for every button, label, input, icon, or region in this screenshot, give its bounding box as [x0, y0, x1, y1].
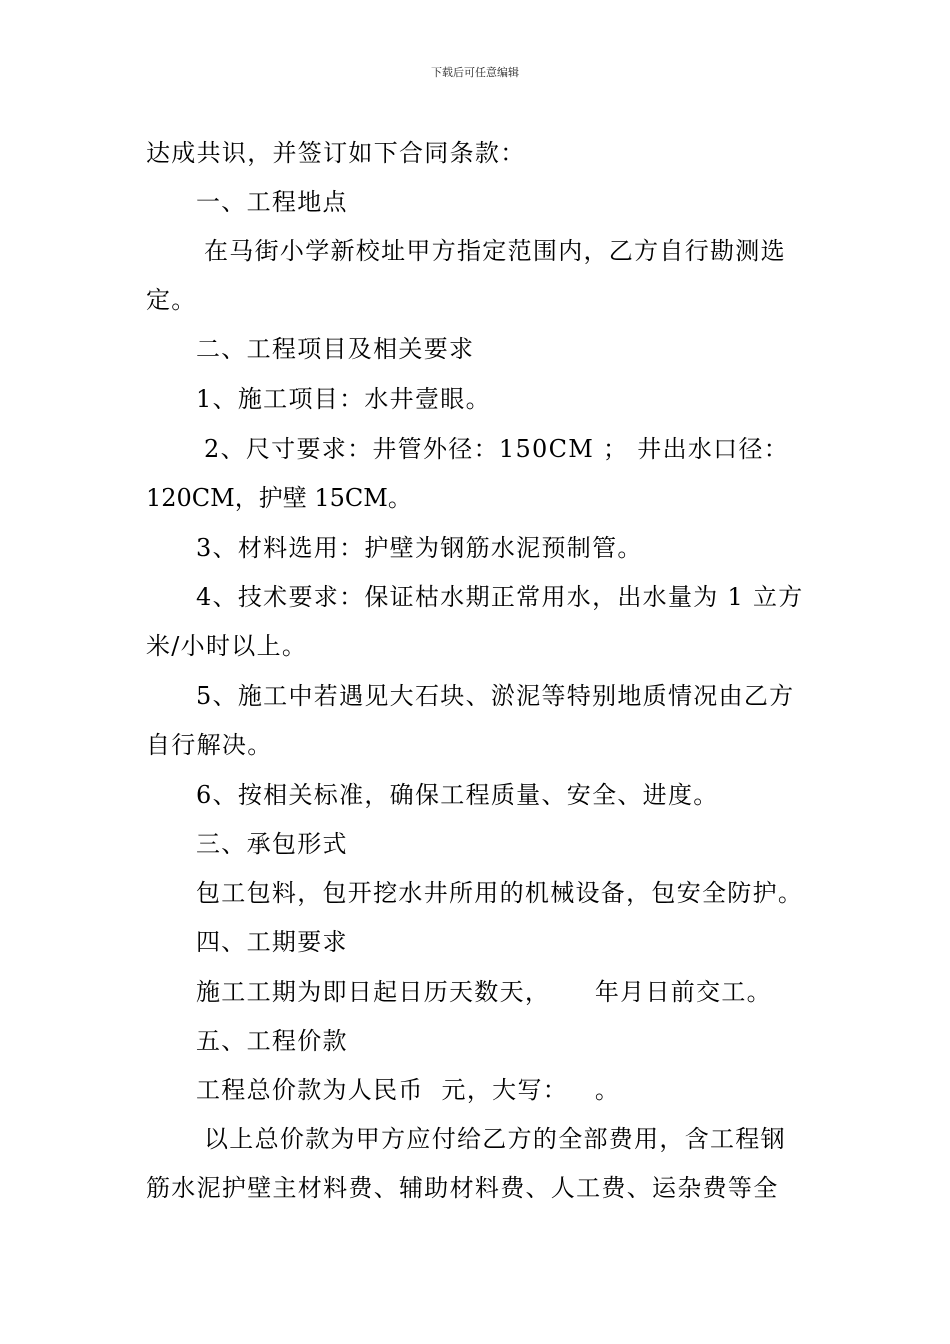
text-line: 自行解决。 — [146, 731, 273, 759]
text-line: 以上总价款为甲方应付给乙方的全部费用，含工程钢 — [204, 1125, 786, 1153]
page-header: 下载后可任意编辑 — [431, 66, 519, 79]
text-line: 筋水泥护壁主材料费、辅助材料费、人工费、运杂费等全 — [146, 1174, 779, 1202]
text-line: 工程总价款为人民币 元，大写： 。 — [196, 1076, 621, 1104]
text-line: 120CM，护壁 15CM。 — [146, 484, 412, 512]
section-heading: 二、工程项目及相关要求 — [196, 335, 475, 363]
list-item: 3、材料选用：护壁为钢筋水泥预制管。 — [196, 534, 643, 562]
list-item: 5、施工中若遇见大石块、淤泥等特别地质情况由乙方 — [196, 682, 795, 710]
section-heading: 三、承包形式 — [196, 830, 348, 858]
text-line: 包工包料，包开挖水井所用的机械设备，包安全防护。 — [196, 879, 804, 907]
text-line: 米/小时以上。 — [146, 632, 308, 660]
section-heading: 一、工程地点 — [196, 188, 348, 216]
list-item: 1、施工项目：水井壹眼。 — [196, 385, 491, 413]
section-heading: 五、工程价款 — [196, 1027, 348, 1055]
list-item: 6、按相关标准，确保工程质量、安全、进度。 — [196, 781, 719, 809]
text-line: 施工工期为即日起日历天数天， 年月日前交工。 — [196, 978, 772, 1006]
text-line: 达成共识，并签订如下合同条款： — [146, 139, 526, 167]
text-line: 在马街小学新校址甲方指定范围内，乙方自行勘测选 — [204, 237, 786, 265]
text-line: 定。 — [146, 286, 197, 314]
list-item: 2、尺寸要求：井管外径：150CM ； 井出水口径： — [204, 435, 790, 463]
section-heading: 四、工期要求 — [196, 928, 348, 956]
list-item: 4、技术要求：保证枯水期正常用水，出水量为 1 立方 — [196, 583, 804, 611]
